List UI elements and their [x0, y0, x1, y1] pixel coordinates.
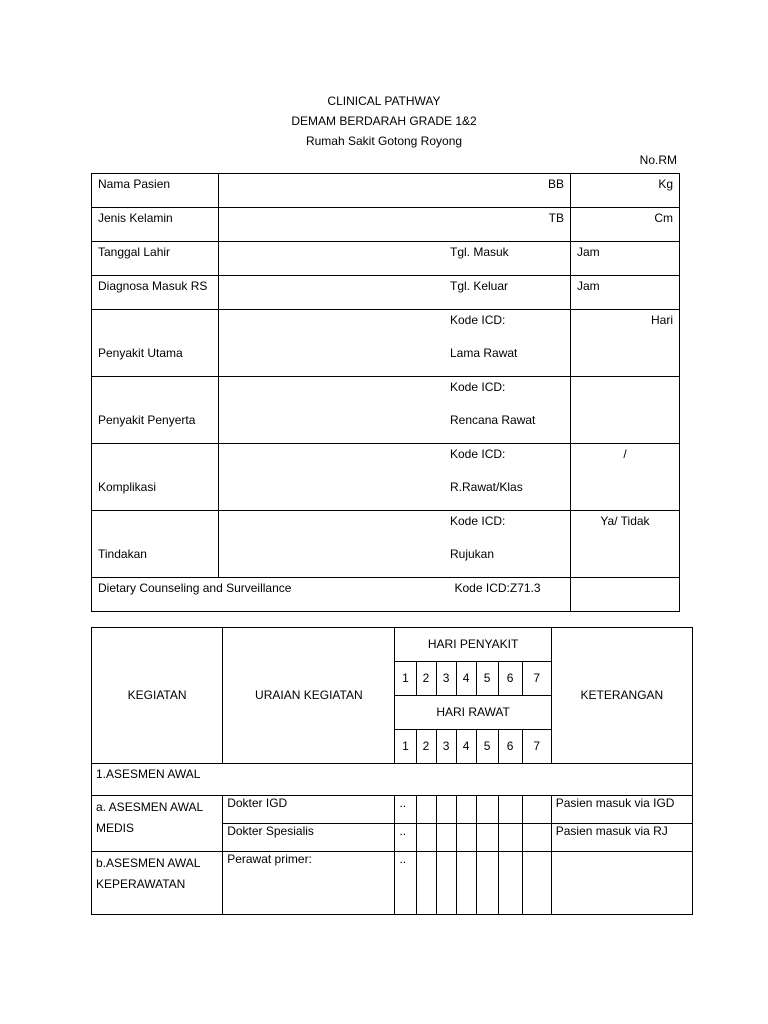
dietary-row [92, 578, 571, 612]
cell-sp-d5[interactable] [476, 824, 498, 852]
label-r-rawat-klas: R.Rawat/Klas [450, 480, 523, 494]
medical-record-number-label: No.RM [639, 153, 677, 167]
field-cm[interactable] [571, 208, 680, 242]
label-penyakit-penyerta: Penyakit Penyerta [98, 413, 196, 427]
label-slash: / [623, 447, 627, 461]
field-kg[interactable] [571, 174, 680, 208]
day-4: 4 [456, 662, 476, 696]
label-jam-masuk: Jam [577, 245, 600, 259]
day-2: 2 [416, 662, 436, 696]
field-r-rawat-klas[interactable] [571, 444, 680, 511]
rawat-day-4: 4 [456, 730, 476, 764]
day-3: 3 [436, 662, 456, 696]
field-jam-masuk[interactable] [571, 242, 680, 276]
label-rencana-rawat: Rencana Rawat [450, 413, 536, 427]
keterangan-kep[interactable] [551, 852, 692, 915]
uraian-perawat-primer: Perawat primer: [223, 852, 395, 915]
cell-igd-d2[interactable] [416, 796, 436, 824]
day-1: 1 [395, 662, 416, 696]
cell-igd-d7[interactable] [522, 796, 551, 824]
label-tb: TB [548, 211, 564, 225]
label-tgl-masuk: Tgl. Masuk [450, 245, 509, 259]
label-tindakan: Tindakan [98, 547, 147, 561]
asesmen-kep-line2: KEPERAWATAN [96, 877, 186, 891]
header-keterangan: KETERANGAN [551, 628, 692, 764]
label-kode-icd-1: Kode ICD: [450, 313, 506, 327]
cell-kep-d2[interactable] [416, 852, 436, 915]
rawat-day-3: 3 [436, 730, 456, 764]
label-ya-tidak: Ya/ Tidak [600, 514, 650, 528]
field-jam-keluar[interactable] [571, 276, 680, 310]
label-kode-icd-2: Kode ICD: [450, 380, 506, 394]
label-penyakit-utama: Penyakit Utama [98, 346, 183, 360]
label-lama-rawat: Lama Rawat [450, 346, 518, 360]
cell-kep-d4[interactable] [456, 852, 476, 915]
header-uraian-kegiatan: URAIAN KEGIATAN [223, 628, 395, 764]
cell-igd-d6[interactable] [498, 796, 522, 824]
field-diagnosa[interactable] [219, 276, 571, 310]
label-bb: BB [547, 177, 564, 191]
uraian-dokter-igd: Dokter IGD [223, 796, 395, 824]
label-nama-pasien: Nama Pasien [92, 174, 219, 208]
day-6: 6 [498, 662, 522, 696]
field-penyakit-utama[interactable] [219, 310, 571, 377]
cell-kep-d1[interactable]: .. [395, 852, 416, 915]
keterangan-igd: Pasien masuk via IGD [551, 796, 692, 824]
rawat-day-6: 6 [498, 730, 522, 764]
field-komplikasi[interactable] [219, 444, 571, 511]
label-kode-icd-z71: Kode ICD:Z71.3 [454, 581, 541, 595]
document-title: CLINICAL PATHWAY [327, 94, 441, 108]
document-subtitle: DEMAM BERDARAH GRADE 1&2 [291, 114, 477, 128]
cell-sp-d4[interactable] [456, 824, 476, 852]
cell-sp-d3[interactable] [436, 824, 456, 852]
label-asesmen-medis [92, 796, 223, 852]
rawat-day-2: 2 [416, 730, 436, 764]
rawat-day-1: 1 [395, 730, 416, 764]
field-tanggal-lahir[interactable] [219, 242, 571, 276]
rawat-day-5: 5 [476, 730, 498, 764]
label-hari: Hari [650, 313, 673, 327]
label-jenis-kelamin: Jenis Kelamin [92, 208, 219, 242]
day-5: 5 [476, 662, 498, 696]
keterangan-rj: Pasien masuk via RJ [551, 824, 692, 852]
header-hari-rawat: HARI RAWAT [395, 696, 551, 730]
rawat-day-7: 7 [522, 730, 551, 764]
field-rujukan[interactable] [571, 511, 680, 578]
header-kegiatan: KEGIATAN [92, 628, 223, 764]
label-komplikasi: Komplikasi [98, 480, 157, 494]
field-penyakit-penyerta[interactable] [219, 377, 571, 444]
label-kode-icd-4: Kode ICD: [450, 514, 506, 528]
asesmen-medis-line2: MEDIS [96, 821, 135, 835]
label-kode-icd-3: Kode ICD: [450, 447, 506, 461]
cell-igd-d3[interactable] [436, 796, 456, 824]
field-bb[interactable] [219, 174, 571, 208]
label-kg: Kg [658, 177, 673, 191]
label-jam-keluar: Jam [577, 279, 600, 293]
section-asesmen-awal: 1.ASESMEN AWAL [92, 764, 693, 796]
field-lama-rawat[interactable] [571, 310, 680, 377]
day-7: 7 [522, 662, 551, 696]
cell-igd-d4[interactable] [456, 796, 476, 824]
activity-table [91, 627, 693, 915]
cell-kep-d5[interactable] [476, 852, 498, 915]
field-rencana-rawat[interactable] [571, 377, 680, 444]
cell-kep-d6[interactable] [498, 852, 522, 915]
cell-sp-d7[interactable] [522, 824, 551, 852]
label-tanggal-lahir: Tanggal Lahir [92, 242, 219, 276]
asesmen-kep-line1: b.ASESMEN AWAL [96, 856, 201, 870]
patient-info-table [91, 173, 680, 612]
cell-kep-d3[interactable] [436, 852, 456, 915]
label-tgl-keluar: Tgl. Keluar [450, 279, 509, 293]
cell-sp-d1[interactable]: .. [395, 824, 416, 852]
cell-kep-d7[interactable] [522, 852, 551, 915]
header-hari-penyakit: HARI PENYAKIT [395, 628, 551, 662]
cell-sp-d2[interactable] [416, 824, 436, 852]
field-tb[interactable] [219, 208, 571, 242]
asesmen-medis-line1: a. ASESMEN AWAL [96, 800, 204, 814]
label-cm: Cm [654, 211, 673, 225]
label-diagnosa-masuk: Diagnosa Masuk RS [92, 276, 219, 310]
cell-igd-d5[interactable] [476, 796, 498, 824]
uraian-dokter-spesialis: Dokter Spesialis [223, 824, 395, 852]
label-rujukan: Rujukan [450, 547, 495, 561]
cell-igd-d1[interactable]: .. [395, 796, 416, 824]
field-tindakan[interactable] [219, 511, 571, 578]
field-dietary[interactable] [571, 578, 680, 612]
label-asesmen-keperawatan [92, 852, 223, 915]
cell-sp-d6[interactable] [498, 824, 522, 852]
hospital-name: Rumah Sakit Gotong Royong [305, 134, 463, 148]
label-dietary: Dietary Counseling and Surveillance [98, 581, 292, 595]
